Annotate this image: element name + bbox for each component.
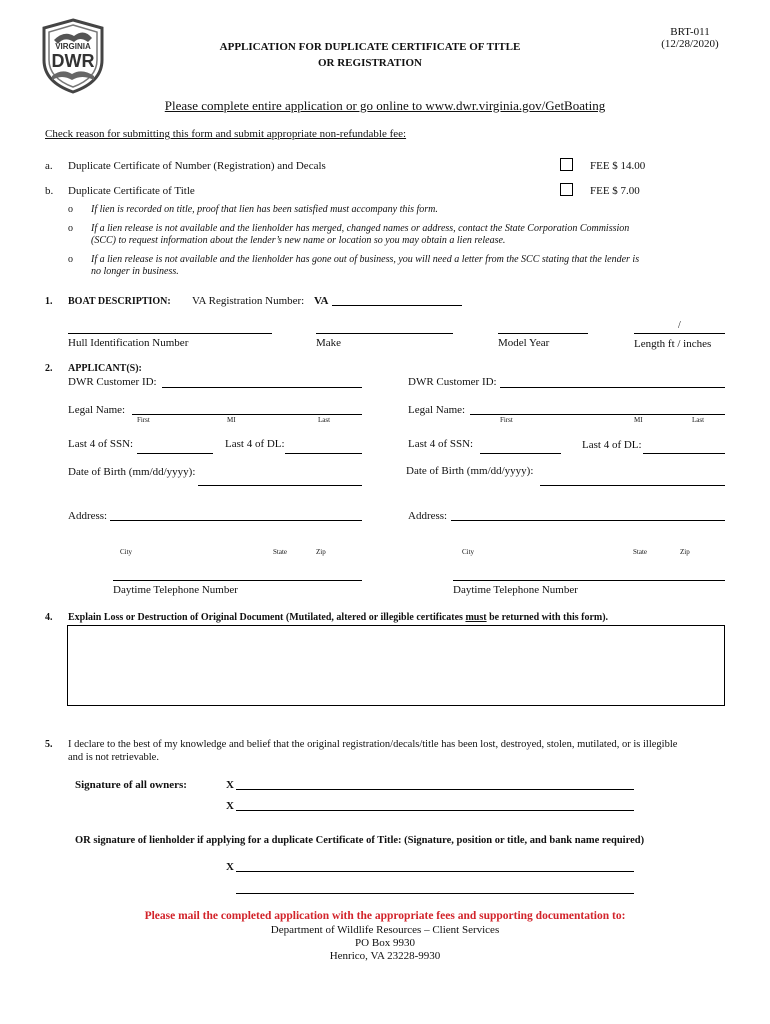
- dl-label-1: Last 4 of DL:: [225, 438, 285, 450]
- legal-name-input-2[interactable]: [470, 414, 725, 415]
- make-input[interactable]: [316, 333, 453, 334]
- section-4-text-after: be returned with this form).: [486, 612, 609, 623]
- declaration-line1: I declare to the best of my knowledge and belief that the original registration/decals/title has been lost, destroyed, stolen, mutilated, or is illegible: [68, 739, 678, 750]
- signature-owners-label: Signature of all owners:: [75, 779, 187, 791]
- va-prefix: VA: [314, 295, 329, 307]
- option-b-checkbox[interactable]: [560, 183, 573, 196]
- note-3-line2: no longer in business.: [91, 266, 179, 277]
- length-label: Length ft / inches: [634, 338, 712, 350]
- section-4-must: must: [465, 612, 487, 623]
- declaration-line2: and is not retrievable.: [68, 752, 159, 763]
- address-input-1[interactable]: [110, 520, 362, 521]
- option-a-checkbox[interactable]: [560, 158, 573, 171]
- bullet-1: o: [68, 204, 73, 215]
- va-registration-label: VA Registration Number:: [192, 295, 305, 307]
- model-year-input[interactable]: [498, 333, 588, 334]
- logo-main-text: DWR: [51, 51, 95, 71]
- dl-input-2[interactable]: [643, 453, 725, 454]
- signature-owner-1-input[interactable]: [236, 789, 634, 790]
- ssn-input-1[interactable]: [137, 453, 213, 454]
- option-a-letter: a.: [45, 160, 53, 172]
- address-input-2[interactable]: [451, 520, 725, 521]
- option-a-fee: FEE $ 14.00: [590, 160, 646, 172]
- customer-id-input-1[interactable]: [162, 387, 362, 388]
- form-id: BRT-011: [670, 26, 710, 38]
- bullet-3: o: [68, 254, 73, 265]
- note-3-line1: If a lien release is not available and the lienholder has gone out of business, you will need a letter from the SCC stating that the lender is: [91, 254, 640, 265]
- legal-name-input-1[interactable]: [132, 414, 362, 415]
- explanation-textarea[interactable]: [67, 625, 725, 706]
- phone-label-2: Daytime Telephone Number: [453, 584, 578, 596]
- applicants-heading: APPLICANT(S):: [68, 363, 142, 374]
- ssn-label-2: Last 4 of SSN:: [408, 438, 474, 450]
- section-5-number: 5.: [45, 739, 53, 750]
- phone-input-1[interactable]: [113, 580, 362, 581]
- boat-description-heading: BOAT DESCRIPTION:: [68, 296, 171, 307]
- option-b-label: Duplicate Certificate of Title: [68, 185, 195, 197]
- state-label-2: State: [633, 548, 647, 556]
- va-registration-input[interactable]: [332, 305, 462, 306]
- ssn-input-2[interactable]: [480, 453, 561, 454]
- state-label-1: State: [273, 548, 287, 556]
- mail-address-line1: Department of Wildlife Resources – Client Services: [270, 924, 500, 936]
- dl-label-2: Last 4 of DL:: [582, 439, 642, 451]
- mi-label-2: MI: [634, 416, 643, 424]
- option-b-fee: FEE $ 7.00: [590, 185, 640, 197]
- first-label-2: First: [500, 416, 513, 424]
- last-label-2: Last: [692, 416, 705, 424]
- phone-input-2[interactable]: [453, 580, 725, 581]
- phone-label-1: Daytime Telephone Number: [113, 584, 238, 596]
- hull-id-input[interactable]: [68, 333, 272, 334]
- section-2-number: 2.: [45, 363, 53, 374]
- customer-id-label-2: DWR Customer ID:: [408, 376, 497, 388]
- dob-input-1[interactable]: [198, 485, 362, 486]
- make-label: Make: [316, 337, 342, 349]
- form-date: (12/28/2020): [661, 38, 719, 50]
- reason-text: Check reason for submitting this form and submit appropriate non-refundable fee:: [45, 128, 407, 140]
- note-1: If lien is recorded on title, proof that lien has been satisfied must accompany this form.: [91, 204, 438, 215]
- mi-label-1: MI: [227, 416, 236, 424]
- legal-name-label-1: Legal Name:: [68, 404, 126, 416]
- signature-x-2: X: [226, 800, 234, 812]
- form-title-line1: APPLICATION FOR DUPLICATE CERTIFICATE OF TITLE: [219, 41, 521, 53]
- note-2-line1: If a lien release is not available and the lienholder has merged, changed names or address, contact the State Corporation Commission: [91, 223, 630, 234]
- dl-input-1[interactable]: [285, 453, 362, 454]
- mail-instruction: Please mail the completed application with the appropriate fees and supporting documentation to:: [144, 910, 626, 922]
- last-label-1: Last: [318, 416, 331, 424]
- signature-owner-2-input[interactable]: [236, 810, 634, 811]
- dob-input-2[interactable]: [540, 485, 725, 486]
- hull-id-label: Hull Identification Number: [68, 337, 189, 349]
- signature-x-3: X: [226, 861, 234, 873]
- legal-name-label-2: Legal Name:: [408, 404, 466, 416]
- section-4-number: 4.: [45, 612, 53, 623]
- city-label-2: City: [462, 548, 475, 556]
- mail-address-line3: Henrico, VA 23228-9930: [329, 950, 441, 962]
- section-4-text-before: Explain Loss or Destruction of Original Document (Mutilated, altered or illegible certificates: [68, 612, 466, 623]
- zip-label-2: Zip: [680, 548, 690, 556]
- bullet-2: o: [68, 223, 73, 234]
- section-1-number: 1.: [45, 296, 53, 307]
- mail-address-line2: PO Box 9930: [355, 937, 415, 949]
- customer-id-input-2[interactable]: [500, 387, 725, 388]
- section-4-heading: [68, 612, 608, 623]
- model-year-label: Model Year: [498, 337, 550, 349]
- lienholder-info-input[interactable]: [236, 893, 634, 894]
- dob-label-1: Date of Birth (mm/dd/yyyy):: [68, 466, 196, 478]
- lienholder-signature-input[interactable]: [236, 871, 634, 872]
- first-label-1: First: [137, 416, 150, 424]
- city-label-1: City: [120, 548, 133, 556]
- form-title-line2: OR REGISTRATION: [317, 57, 422, 69]
- dob-label-2: Date of Birth (mm/dd/yyyy):: [406, 465, 534, 477]
- address-label-1: Address:: [68, 510, 108, 522]
- note-2-line2: (SCC) to request information about the lender’s new name or location so you may obtain a lien release.: [91, 235, 506, 246]
- ssn-label-1: Last 4 of SSN:: [68, 438, 134, 450]
- zip-label-1: Zip: [316, 548, 326, 556]
- length-separator: /: [678, 320, 681, 331]
- length-input[interactable]: [634, 333, 725, 334]
- address-label-2: Address:: [408, 510, 448, 522]
- logo-top-text: VIRGINIA: [55, 42, 91, 51]
- option-b-letter: b.: [45, 185, 54, 197]
- signature-x-1: X: [226, 779, 234, 791]
- instruction-text: Please complete entire application or go online to www.dwr.virginia.gov/GetBoating: [164, 98, 606, 113]
- option-a-label: Duplicate Certificate of Number (Registration) and Decals: [68, 160, 326, 172]
- lienholder-signature-label: OR signature of lienholder if applying for a duplicate Certificate of Title: (Signature, position or title, and bank name required): [75, 835, 645, 846]
- customer-id-label-1: DWR Customer ID:: [68, 376, 157, 388]
